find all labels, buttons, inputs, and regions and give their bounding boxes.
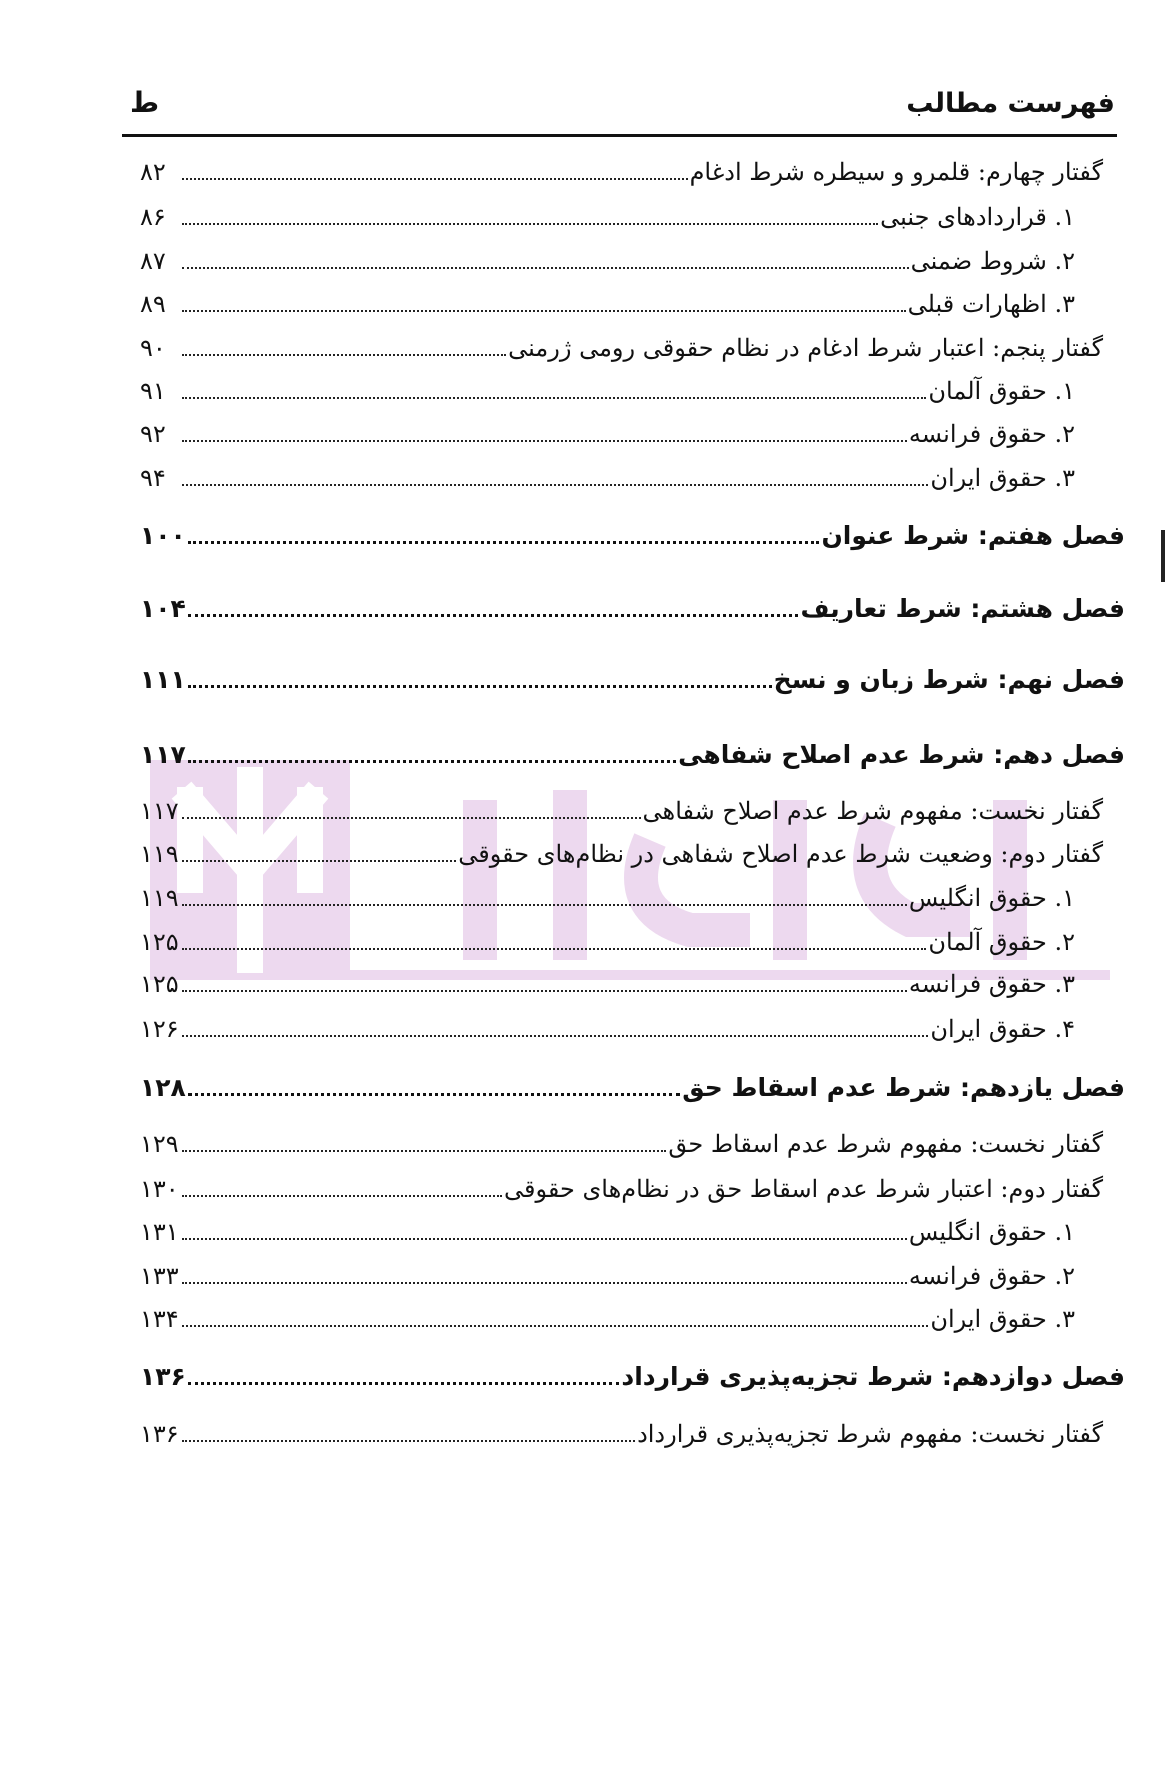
toc-entry-label: گفتار نخست: مفهوم شرط تجزیه‌پذیری قرارداد	[637, 1420, 1103, 1448]
dot-leader	[182, 904, 907, 906]
toc-entry-label: گفتار نخست: مفهوم شرط عدم اسقاط حق	[668, 1130, 1103, 1158]
toc-entry-page-number: ۱۳۴	[140, 1305, 179, 1333]
toc-entry-label: ۳. حقوق ایران	[930, 464, 1075, 492]
dot-leader	[182, 223, 878, 225]
toc-subsection-entry	[140, 247, 1125, 287]
toc-entry-page-number: ۱۲۵	[140, 970, 179, 998]
dot-leader	[182, 1238, 907, 1240]
dot-leader	[188, 760, 676, 763]
dot-leader	[182, 1440, 635, 1442]
toc-entry-label: فصل یازدهم: شرط عدم اسقاط حق	[682, 1073, 1125, 1102]
dot-leader	[182, 354, 506, 356]
toc-section-entry	[140, 334, 1125, 374]
toc-entry-label: فصل نهم: شرط زبان و نسخ	[773, 665, 1125, 694]
toc-chapter-entry	[140, 594, 1125, 634]
toc-subsection-entry	[140, 970, 1125, 1010]
toc-subsection-entry	[140, 884, 1125, 924]
toc-chapter-entry	[140, 740, 1125, 780]
toc-section-entry	[140, 1175, 1125, 1215]
toc-entry-page-number: ۸۲	[140, 158, 166, 186]
toc-subsection-entry	[140, 1262, 1125, 1302]
dot-leader	[188, 685, 772, 688]
toc-entry-page-number: ۱۳۶	[140, 1362, 186, 1391]
toc-entry-label: ۲. حقوق آلمان	[928, 928, 1075, 956]
toc-entry-page-number: ۹۴	[140, 464, 166, 492]
toc-entry-label: گفتار دوم: اعتبار شرط عدم اسقاط حق در نظام‌های حقوقی	[504, 1175, 1103, 1203]
toc-entry-label: ۳. اظهارات قبلی	[907, 290, 1075, 318]
toc-entry-label: ۲. شروط ضمنی	[910, 247, 1075, 275]
toc-subsection-entry	[140, 290, 1125, 330]
dot-leader	[182, 1150, 666, 1152]
toc-subsection-entry	[140, 928, 1125, 968]
toc-entry-page-number: ۹۲	[140, 420, 166, 448]
dot-leader	[188, 541, 820, 544]
dot-leader	[182, 860, 456, 862]
page-title: فهرست مطالب	[906, 88, 1115, 119]
toc-entry-page-number: ۹۰	[140, 334, 166, 362]
dot-leader	[182, 440, 907, 442]
toc-entry-label: فصل دهم: شرط عدم اصلاح شفاهی	[678, 740, 1125, 769]
toc-entry-label: گفتار دوم: وضعیت شرط عدم اصلاح شفاهی در نظام‌های حقوقی	[458, 840, 1103, 868]
toc-entry-page-number: ۱۲۹	[140, 1130, 179, 1158]
toc-entry-label: فصل هشتم: شرط تعاریف	[800, 594, 1125, 623]
dot-leader	[182, 948, 926, 950]
toc-entry-page-number: ۱۱۷	[140, 797, 179, 825]
toc-entry-label: فصل هفتم: شرط عنوان	[821, 521, 1125, 550]
toc-chapter-entry	[140, 1073, 1125, 1113]
dot-leader	[182, 310, 906, 312]
dot-leader	[182, 817, 641, 819]
toc-subsection-entry	[140, 1218, 1125, 1258]
toc-section-entry	[140, 840, 1125, 880]
toc-entry-label: ۴. حقوق ایران	[930, 1015, 1075, 1043]
toc-chapter-entry	[140, 665, 1125, 705]
toc-entry-page-number: ۱۱۹	[140, 884, 179, 912]
dot-leader	[182, 397, 926, 399]
dot-leader	[182, 1195, 502, 1197]
toc-entry-page-number: ۱۰۰	[140, 521, 186, 550]
toc-subsection-entry	[140, 377, 1125, 417]
toc-section-entry	[140, 797, 1125, 837]
toc-entry-page-number: ۱۰۴	[140, 594, 186, 623]
toc-entry-page-number: ۹۱	[140, 377, 166, 405]
table-of-contents	[140, 0, 1125, 1774]
toc-entry-page-number: ۱۲۸	[140, 1073, 186, 1102]
toc-entry-page-number: ۱۳۰	[140, 1175, 179, 1203]
toc-section-entry	[140, 1130, 1125, 1170]
dot-leader	[182, 484, 928, 486]
toc-entry-page-number: ۱۳۶	[140, 1420, 179, 1448]
dot-leader	[182, 990, 907, 992]
toc-entry-label: فصل دوازدهم: شرط تجزیه‌پذیری قرارداد	[621, 1362, 1125, 1391]
toc-chapter-entry	[140, 1362, 1125, 1402]
toc-entry-label: ۱. قراردادهای جنبی	[880, 203, 1075, 231]
toc-entry-page-number: ۸۶	[140, 203, 166, 231]
toc-entry-page-number: ۱۲۶	[140, 1015, 179, 1043]
dot-leader	[188, 1093, 680, 1096]
toc-subsection-entry	[140, 203, 1125, 243]
toc-entry-label: گفتار نخست: مفهوم شرط عدم اصلاح شفاهی	[642, 797, 1103, 825]
toc-entry-page-number: ۸۷	[140, 247, 166, 275]
dot-leader	[182, 267, 909, 269]
toc-entry-label: ۳. حقوق فرانسه	[908, 970, 1075, 998]
toc-entry-label: ۱. حقوق انگلیس	[908, 884, 1075, 912]
toc-subsection-entry	[140, 464, 1125, 504]
toc-subsection-entry	[140, 1015, 1125, 1055]
toc-entry-page-number: ۱۲۵	[140, 928, 179, 956]
dot-leader	[182, 1325, 928, 1327]
toc-entry-page-number: ۸۹	[140, 290, 166, 318]
dot-leader	[188, 1382, 620, 1385]
toc-entry-page-number: ۱۱۹	[140, 840, 179, 868]
dot-leader	[188, 614, 799, 617]
toc-section-entry	[140, 1420, 1125, 1460]
toc-subsection-entry	[140, 420, 1125, 460]
dot-leader	[182, 178, 688, 180]
toc-entry-label: گفتار چهارم: قلمرو و سیطره شرط ادغام	[689, 158, 1103, 186]
toc-entry-page-number: ۱۱۱	[140, 665, 186, 694]
toc-entry-label: گفتار پنجم: اعتبار شرط ادغام در نظام حقوقی رومی ژرمنی	[508, 334, 1103, 362]
toc-subsection-entry	[140, 1305, 1125, 1345]
toc-entry-label: ۲. حقوق فرانسه	[908, 1262, 1075, 1290]
toc-entry-page-number: ۱۳۳	[140, 1262, 179, 1290]
page-number-letter: ط	[130, 86, 160, 119]
toc-section-entry	[140, 158, 1125, 198]
dot-leader	[182, 1282, 907, 1284]
toc-entry-label: ۱. حقوق انگلیس	[908, 1218, 1075, 1246]
toc-entry-page-number: ۱۱۷	[140, 740, 186, 769]
toc-entry-label: ۱. حقوق آلمان	[928, 377, 1075, 405]
toc-entry-label: ۲. حقوق فرانسه	[908, 420, 1075, 448]
toc-chapter-entry	[140, 521, 1125, 561]
toc-entry-page-number: ۱۳۱	[140, 1218, 179, 1246]
toc-entry-label: ۳. حقوق ایران	[930, 1305, 1075, 1333]
binding-edge-mark	[1161, 530, 1165, 582]
dot-leader	[182, 1035, 928, 1037]
